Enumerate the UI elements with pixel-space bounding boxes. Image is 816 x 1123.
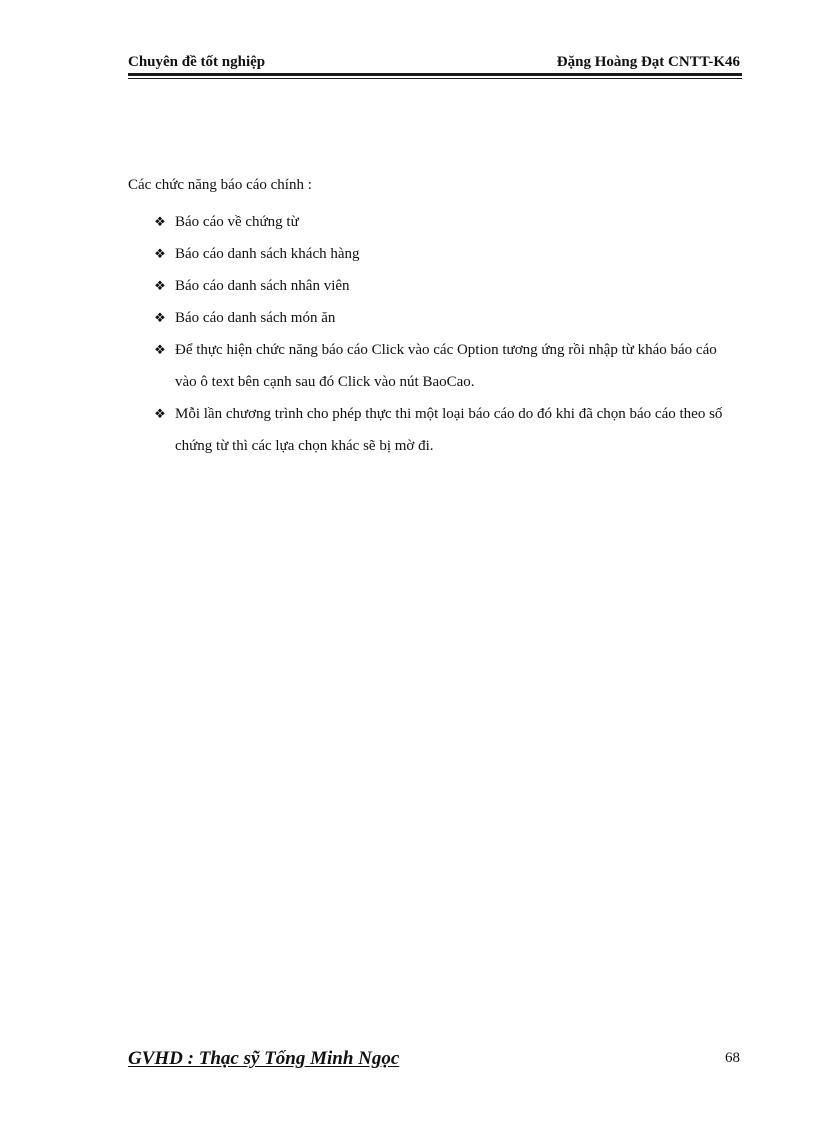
page-header	[128, 54, 742, 74]
list-item-text: Mỗi lần chương trình cho phép thực thi một loại báo cáo do đó khi đã chọn báo cáo theo số chứng từ thì các lựa chọn khác sẽ bị mờ đi.	[175, 406, 723, 454]
diamond-star-bullet-icon: ❖	[154, 214, 166, 229]
header-author: Đặng Hoàng Đạt CNTT-K46	[556, 54, 740, 70]
header-rule-thin	[128, 78, 742, 79]
feature-list	[128, 206, 728, 462]
list-item	[128, 398, 728, 462]
list-item-text: Báo cáo danh sách nhân viên	[175, 278, 350, 294]
intro-text: Các chức năng báo cáo chính :	[128, 177, 312, 193]
list-item	[128, 238, 728, 270]
diamond-star-bullet-icon: ❖	[154, 310, 166, 325]
page-body	[128, 174, 728, 462]
list-item	[128, 334, 728, 398]
list-item-text: Báo cáo về chứng từ	[175, 214, 299, 230]
page-footer	[128, 1048, 742, 1076]
list-item-text: Để thực hiện chức năng báo cáo Click vào các Option tương ứng rồi nhập từ kháo báo cáo vào ô text bên cạnh sau đó Click vào nút BaoCao.	[175, 342, 717, 390]
header-document-title: Chuyên đề tốt nghiệp	[128, 54, 266, 70]
page-number: 68	[725, 1050, 740, 1066]
list-item	[128, 206, 728, 238]
list-item	[128, 302, 728, 334]
diamond-star-bullet-icon: ❖	[154, 278, 166, 293]
header-rule-thick	[128, 73, 742, 76]
list-item-text: Báo cáo danh sách khách hàng	[175, 246, 360, 262]
diamond-star-bullet-icon: ❖	[154, 246, 166, 261]
footer-supervisor: GVHD : Thạc sỹ Tống Minh Ngọc	[128, 1048, 400, 1069]
list-item-text: Báo cáo danh sách món ăn	[175, 310, 336, 326]
diamond-star-bullet-icon: ❖	[154, 406, 166, 421]
diamond-star-bullet-icon: ❖	[154, 342, 166, 357]
list-item	[128, 270, 728, 302]
